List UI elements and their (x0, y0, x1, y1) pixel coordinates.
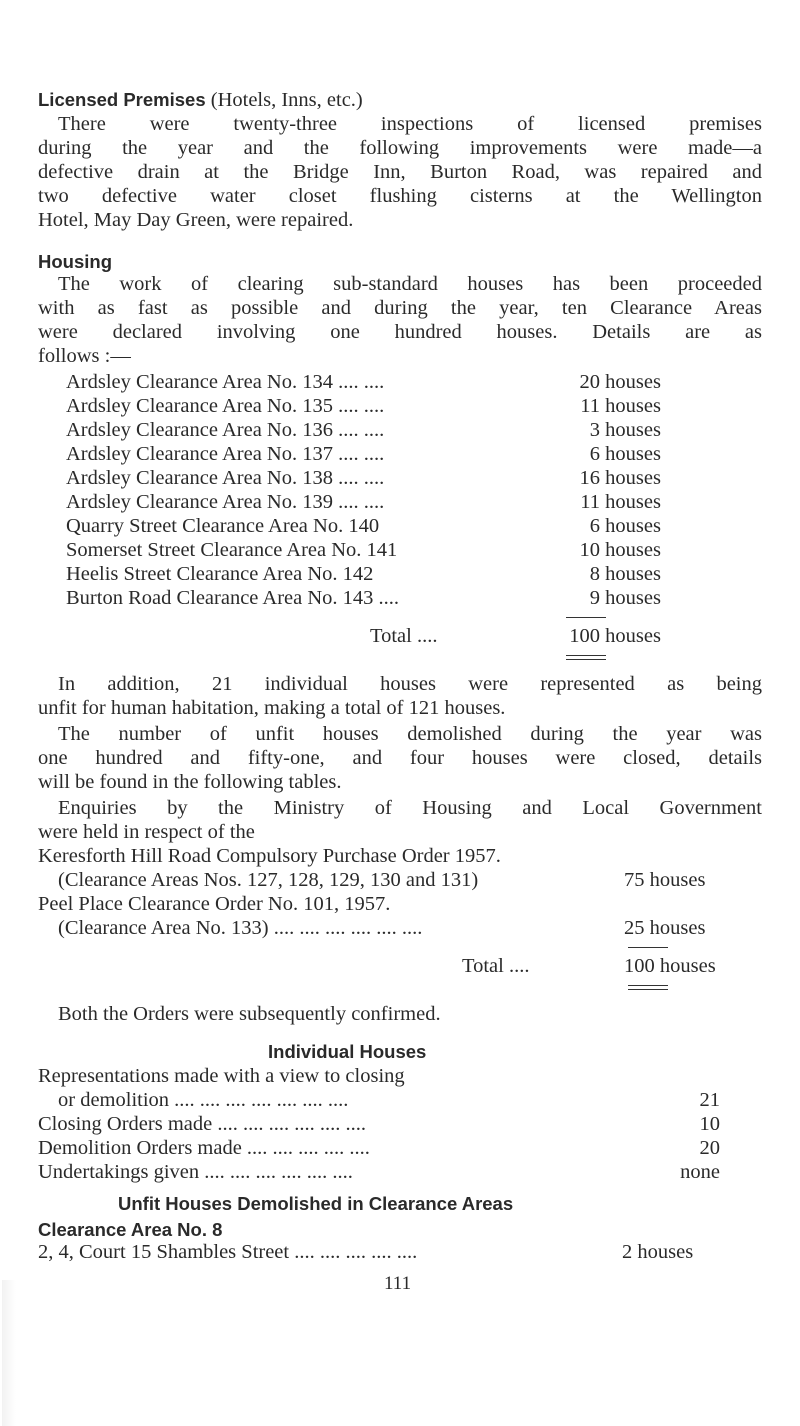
order-total: 100 houses (624, 955, 716, 977)
clearance-area-name: Ardsley Clearance Area No. 137 .... .... (66, 443, 385, 465)
addition-text-line: one hundred and fifty-one, and four houses were closed, details (38, 747, 762, 769)
individual-row-value: 21 (699, 1089, 720, 1111)
demolished-heading: Unfit Houses Demolished in Clearance Areas (118, 1193, 514, 1214)
order-total-double-rule (628, 985, 668, 990)
order-total-label: Total .... (462, 955, 530, 977)
housing-text-line: The work of clearing sub-standard houses has been proceeded (58, 273, 762, 295)
licensed-text-line: Hotel, May Day Green, were repaired. (38, 209, 354, 231)
individual-row-value: none (680, 1161, 720, 1183)
individual-row-value: 10 (699, 1113, 720, 1135)
housing-text-line: were declared involving one hundred houses. Details are as (38, 321, 762, 343)
licensed-text-line: during the year and the following improvements were made—a (38, 137, 762, 159)
order-line: (Clearance Area No. 133) .... .... .... .... .... .... (58, 917, 423, 939)
clearance-area-count: 6 houses (589, 515, 661, 537)
confirmed-text: Both the Orders were subsequently confirmed. (58, 1003, 441, 1025)
total-rule (566, 617, 606, 618)
clearance-area-count: 9 houses (589, 587, 661, 609)
demolished-line: 2, 4, Court 15 Shambles Street .... .... .... .... .... (38, 1241, 418, 1263)
clearance-area-name: Ardsley Clearance Area No. 136 .... .... (66, 419, 385, 441)
licensed-heading-line (38, 88, 363, 112)
licensed-text-line: two defective water closet flushing cisterns at the Wellington (38, 185, 762, 207)
clearance-area-name: Heelis Street Clearance Area No. 142 (66, 563, 374, 585)
order-total-rule (628, 947, 668, 948)
individual-heading: Individual Houses (268, 1041, 427, 1062)
clearance-total-label: Total .... (370, 625, 438, 647)
individual-row-label: Demolition Orders made .... .... .... .... .... (38, 1137, 370, 1159)
clearance-area-name: Burton Road Clearance Area No. 143 .... (66, 587, 400, 609)
clearance-area-name: Ardsley Clearance Area No. 139 .... .... (66, 491, 385, 513)
housing-text-line: follows :— (38, 345, 131, 367)
total-double-rule (566, 655, 606, 660)
licensed-text-line: defective drain at the Bridge Inn, Burton Road, was repaired and (38, 161, 762, 183)
individual-row-label: or demolition .... .... .... .... .... .... .... (58, 1089, 349, 1111)
order-line: (Clearance Areas Nos. 127, 128, 129, 130 and 131) (58, 869, 479, 891)
individual-row-label: Representations made with a view to closing (38, 1065, 405, 1087)
clearance-area-count: 16 houses (579, 467, 661, 489)
clearance-area-count: 20 houses (579, 371, 661, 393)
clearance-area-name: Ardsley Clearance Area No. 138 .... .... (66, 467, 385, 489)
housing-heading: Housing (38, 251, 112, 272)
scan-edge-shadow (2, 1280, 16, 1426)
clearance-area-count: 8 houses (589, 563, 661, 585)
addition-text-line: Enquiries by the Ministry of Housing and Local Government (58, 797, 762, 819)
order-line: Peel Place Clearance Order No. 101, 1957. (38, 893, 391, 915)
licensed-text-line: There were twenty-three inspections of licensed premises (58, 113, 762, 135)
individual-row-label: Closing Orders made .... .... .... .... .... .... (38, 1113, 366, 1135)
housing-text-line: with as fast as possible and during the year, ten Clearance Areas (38, 297, 762, 319)
clearance-total: 100 houses (569, 625, 661, 647)
addition-text-line: In addition, 21 individual houses were represented as being (58, 673, 762, 695)
individual-row-value: 20 (699, 1137, 720, 1159)
order-line: Keresforth Hill Road Compulsory Purchase Order 1957. (38, 845, 501, 867)
clearance-area-name: Quarry Street Clearance Area No. 140 (66, 515, 380, 537)
clearance-area-count: 6 houses (589, 443, 661, 465)
addition-text-line: The number of unfit houses demolished during the year was (58, 723, 762, 745)
clearance-area-name: Ardsley Clearance Area No. 135 .... .... (66, 395, 385, 417)
clearance-area-count: 11 houses (580, 395, 661, 417)
licensed-heading: Licensed Premises (38, 89, 206, 110)
demolished-subheading: Clearance Area No. 8 (38, 1219, 223, 1240)
clearance-area-name: Ardsley Clearance Area No. 134 .... .... (66, 371, 385, 393)
individual-row-label: Undertakings given .... .... .... .... .... .... (38, 1161, 353, 1183)
order-count: 25 houses (624, 917, 706, 939)
addition-text-line: unfit for human habitation, making a total of 121 houses. (38, 697, 506, 719)
addition-text-line: were held in respect of the (38, 821, 255, 843)
clearance-area-name: Somerset Street Clearance Area No. 141 (66, 539, 398, 561)
clearance-area-count: 11 houses (580, 491, 661, 513)
licensed-subheading: (Hotels, Inns, etc.) (210, 89, 363, 111)
page-number: 111 (384, 1273, 412, 1294)
demolished-count: 2 houses (622, 1241, 694, 1263)
addition-text-line: will be found in the following tables. (38, 771, 342, 793)
clearance-area-count: 3 houses (589, 419, 661, 441)
clearance-area-count: 10 houses (579, 539, 661, 561)
order-count: 75 houses (624, 869, 706, 891)
